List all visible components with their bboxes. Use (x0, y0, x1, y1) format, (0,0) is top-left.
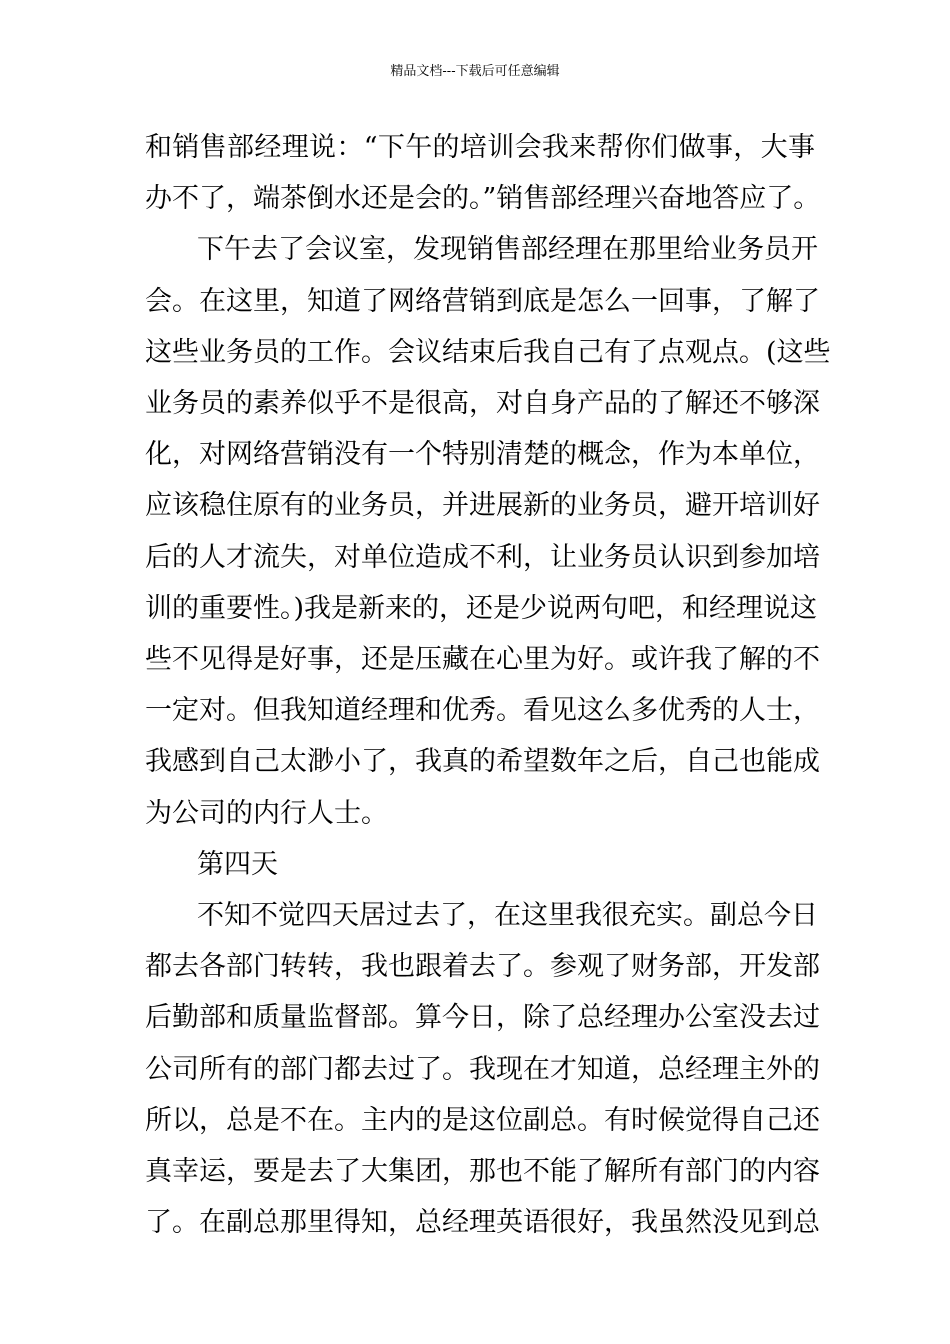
text-line: 一定对。但我知道经理和优秀。看见这么多优秀的人士， (145, 695, 820, 726)
text-line: 应该稳住原有的业务员，并进展新的业务员，避开培训好 (145, 490, 820, 521)
text-line: 都去各部门转转，我也跟着去了。参观了财务部，开发部 (145, 951, 820, 982)
text-line: 业务员的素养似乎不是很高，对自身产品的了解还不够深 (145, 388, 820, 419)
text-line: 训的重要性。)我是新来的，还是少说两句吧，和经理说这 (145, 593, 818, 624)
paragraph-first-line: 第四天 (197, 849, 278, 880)
page-header: 精品文档---下载后可任意编辑 (390, 64, 560, 79)
text-line: 为公司的内行人士。 (145, 798, 388, 829)
paragraph-first-line: 下午去了会议室，发现销售部经理在那里给业务员开 (197, 234, 818, 265)
text-line: 了。在副总那里得知，总经理英语很好，我虽然没见到总 (145, 1207, 820, 1238)
text-line: 后勤部和质量监督部。算今日，除了总经理办公室没去过 (145, 1002, 820, 1033)
paragraph-first-line: 不知不觉四天居过去了，在这里我很充实。副总今日 (197, 900, 818, 931)
text-line: 办不了，端茶倒水还是会的。”销售部经理兴奋地答应了。 (145, 183, 821, 214)
text-line: 公司所有的部门都去过了。我现在才知道，总经理主外的 (145, 1054, 820, 1085)
text-line: 真幸运，要是去了大集团，那也不能了解所有部门的内容 (145, 1156, 820, 1187)
text-line: 这些业务员的工作。会议结束后我自己有了点观点。(这些 (145, 337, 831, 368)
text-line: 和销售部经理说：“下午的培训会我来帮你们做事，大事 (145, 132, 815, 163)
text-line: 所以，总是不在。主内的是这位副总。有时候觉得自己还 (145, 1105, 820, 1136)
text-line: 我感到自己太渺小了，我真的希望数年之后，自己也能成 (145, 746, 820, 777)
text-line: 些不见得是好事，还是压藏在心里为好。或许我了解的不 (145, 644, 820, 675)
text-line: 会。在这里，知道了网络营销到底是怎么一回事，了解了 (145, 286, 820, 317)
text-line: 化，对网络营销没有一个特别清楚的概念，作为本单位， (145, 439, 820, 470)
text-line: 后的人才流失，对单位造成不利，让业务员认识到参加培 (145, 542, 820, 573)
